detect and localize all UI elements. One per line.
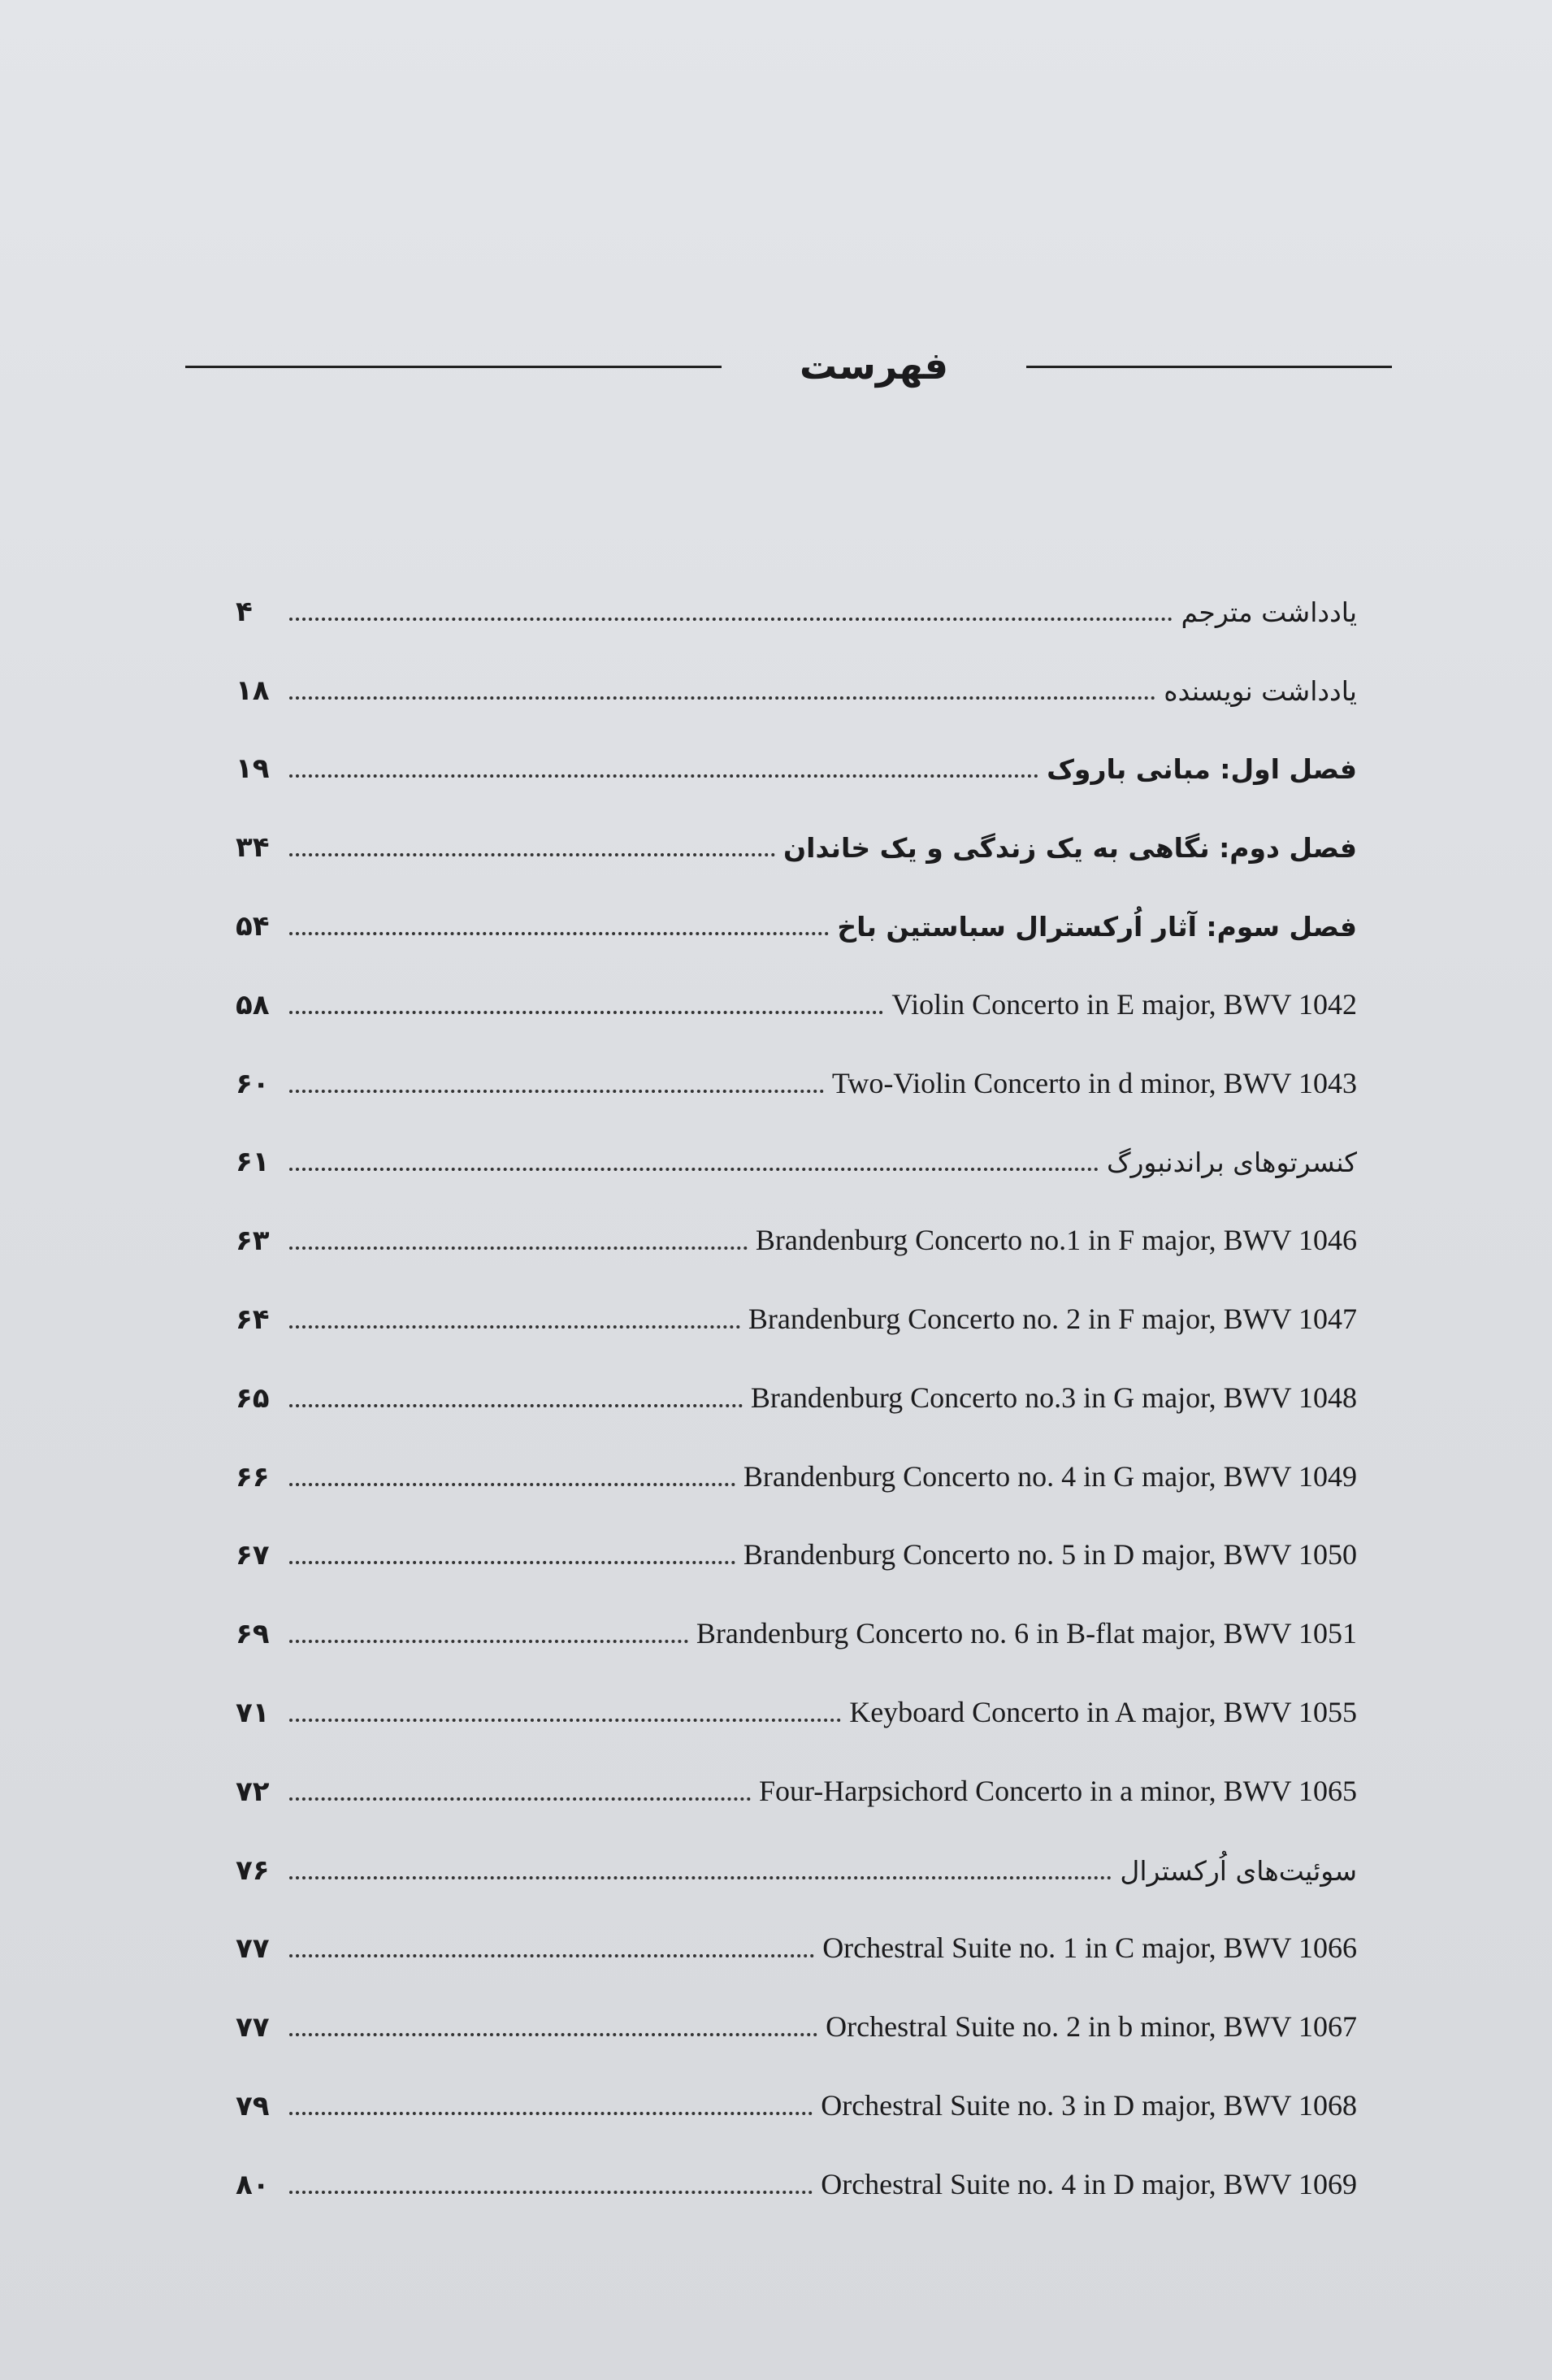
toc-page-number: ۶۴ (236, 1303, 270, 1336)
toc-entry-title: Brandenburg Concerto no. 5 in D major, BWV 1050 (743, 1538, 1357, 1571)
dot-leader (289, 1483, 735, 1486)
toc-entry-title: سوئیت‌های اُرکسترال (1120, 1854, 1357, 1887)
dot-leader (289, 1090, 824, 1093)
toc-page-number: ۷۷ (236, 2011, 270, 2044)
toc-entry (236, 1898, 1357, 1977)
toc-entry (236, 639, 1357, 718)
toc-entry-title: فصل اول: مبانی باروک (1047, 753, 1357, 786)
toc-page-number: ۱۹ (236, 752, 270, 786)
toc-entry (236, 1505, 1357, 1584)
dot-leader (289, 1325, 740, 1329)
toc-entry (236, 1268, 1357, 1347)
toc-entry-title: یادداشت نویسنده (1164, 674, 1357, 707)
toc-entry-title: یادداشت مترجم (1181, 596, 1357, 628)
toc-entry-title: Orchestral Suite no. 3 in D major, BWV 1068 (821, 2088, 1357, 2122)
toc-entry (236, 718, 1357, 797)
toc-page-number: ۸۰ (236, 2168, 270, 2201)
toc-entry (236, 2055, 1357, 2134)
toc-entry (236, 954, 1357, 1033)
toc-entry (236, 1033, 1357, 1112)
dot-leader (289, 1168, 1099, 1171)
dot-leader (289, 1011, 883, 1014)
toc-page-number: ۶۱ (236, 1146, 270, 1179)
toc-entry (236, 561, 1357, 639)
dot-leader (289, 2112, 813, 2115)
toc-entry-title: کنسرتوهای براندنبورگ (1106, 1147, 1357, 1179)
toc-entry (236, 2134, 1357, 2213)
toc-entry-title: Two-Violin Concerto in d minor, BWV 1043 (831, 1066, 1357, 1099)
toc-entry-title: فصل دوم: نگاهی به یک زندگی و یک خاندان (783, 832, 1357, 865)
page-title: فهرست (799, 344, 949, 388)
toc-entry (236, 1347, 1357, 1426)
toc-page-number: ۵۸ (236, 988, 270, 1021)
heading-rule-left (185, 366, 722, 368)
toc-page-number: ۶۳ (236, 1225, 270, 1258)
toc-entry-title: Brandenburg Concerto no. 4 in G major, BWV 1049 (743, 1459, 1357, 1493)
dot-leader (289, 2191, 813, 2194)
table-of-contents (236, 561, 1357, 2213)
toc-page-number: ۳۴ (236, 831, 270, 865)
toc-entry (236, 1976, 1357, 2055)
dot-leader (289, 618, 1173, 621)
toc-entry (236, 1426, 1357, 1505)
dot-leader (289, 932, 829, 935)
dot-leader (289, 2033, 817, 2036)
toc-entry-title: Violin Concerto in E major, BWV 1042 (891, 987, 1357, 1021)
toc-entry-title: Brandenburg Concerto no.3 in G major, BWV 1048 (750, 1381, 1357, 1414)
toc-entry (236, 875, 1357, 954)
toc-page-number: ۶۰ (236, 1067, 270, 1100)
dot-leader (289, 853, 775, 856)
toc-page-number: ۷۷ (236, 1932, 270, 1966)
dot-leader (289, 1561, 735, 1564)
toc-entry-title: Orchestral Suite no. 1 in C major, BWV 1066 (822, 1931, 1357, 1965)
toc-entry (236, 1190, 1357, 1268)
dot-leader (289, 696, 1155, 700)
toc-page-number: ۱۸ (236, 674, 270, 707)
toc-entry (236, 1112, 1357, 1190)
toc-entry (236, 796, 1357, 875)
toc-entry (236, 1741, 1357, 1819)
toc-entry-title: Orchestral Suite no. 2 in b minor, BWV 1067 (826, 2010, 1357, 2044)
toc-page-number: ۷۶ (236, 1853, 270, 1887)
toc-entry (236, 1583, 1357, 1662)
toc-page-number: ۷۹ (236, 2089, 270, 2122)
dot-leader (289, 1797, 751, 1801)
toc-entry-title: Keyboard Concerto in A major, BWV 1055 (849, 1695, 1357, 1728)
toc-page-number: ۷۱ (236, 1696, 270, 1729)
toc-entry-title: Brandenburg Concerto no. 6 in B-flat major, BWV 1051 (696, 1617, 1357, 1650)
heading-rule-right (1026, 366, 1392, 368)
toc-entry (236, 1819, 1357, 1898)
dot-leader (289, 774, 1038, 778)
toc-heading (185, 333, 1392, 398)
toc-page-number: ۵۴ (236, 909, 270, 943)
toc-page-number: ۶۵ (236, 1381, 270, 1415)
toc-entry-title: Brandenburg Concerto no. 2 in F major, BWV 1047 (748, 1302, 1357, 1335)
toc-entry-title: Four-Harpsichord Concerto in a minor, BWV 1065 (758, 1774, 1357, 1807)
toc-page-number: ۶۹ (236, 1618, 270, 1651)
dot-leader (289, 1404, 743, 1407)
toc-page-number: ۴ (236, 595, 253, 628)
toc-page-number: ۷۲ (236, 1775, 270, 1808)
dot-leader (289, 1954, 814, 1957)
toc-entry-title: Brandenburg Concerto no.1 in F major, BWV 1046 (755, 1224, 1357, 1257)
toc-entry-title: Orchestral Suite no. 4 in D major, BWV 1069 (821, 2167, 1357, 2200)
toc-page-number: ۶۷ (236, 1539, 270, 1572)
toc-page-number: ۶۶ (236, 1460, 270, 1493)
dot-leader (289, 1640, 688, 1643)
dot-leader (289, 1719, 841, 1722)
dot-leader (289, 1246, 748, 1250)
dot-leader (289, 1876, 1112, 1879)
toc-entry-title: فصل سوم: آثار اُرکسترال سباستین باخ (837, 910, 1357, 943)
toc-entry (236, 1662, 1357, 1741)
